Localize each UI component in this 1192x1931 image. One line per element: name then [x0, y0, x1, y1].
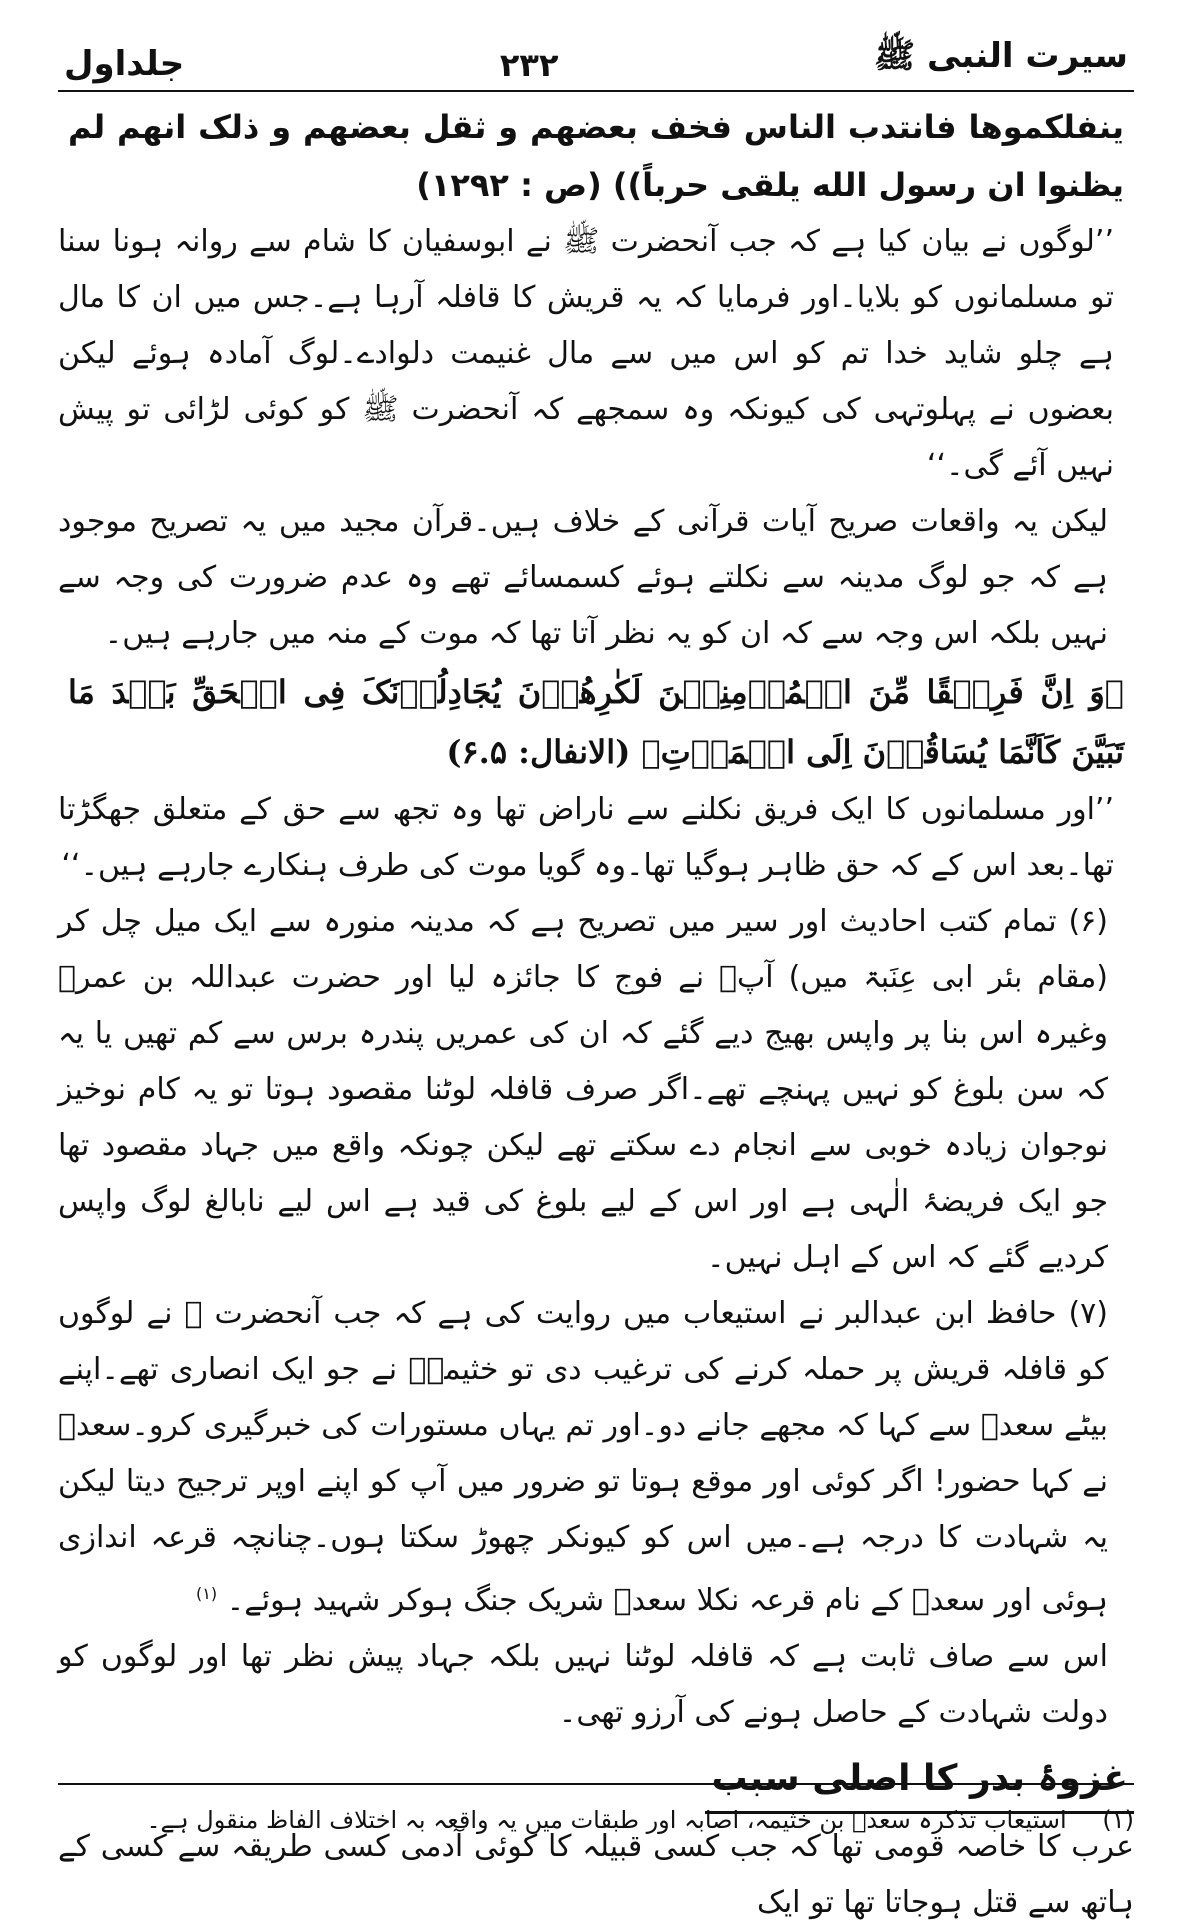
footnote-reference: (۱) — [196, 1584, 218, 1603]
quote-translation: ’’لوگوں نے بیان کیا ہے کہ جب آنحضرت ﷺ نے ابوسفیان کا شام سے روانہ ہونا سنا تو مسلمانوں کو بلایا۔اور فرمایا کہ یہ قریش کا قافلہ آرہا ہے۔جس میں ان کا مال ہے چلو شاید خدا تم کو اس میں سے مال غنیمت دلوادے۔لوگ آمادہ ہوئے لیکن بعضوں نے پہلوتہی کی کیونکہ وہ سمجھے کہ آنحضرت ﷺ کو کوئی لڑائی تو پیش نہیں آئے گی۔‘‘ — [58, 224, 1114, 483]
paragraph-conclusion: اس سے صاف ثابت ہے کہ قافلہ لوٹنا نہیں بلکہ جہاد پیش نظر تھا اور لوگوں کو دولت شہادت کے حاصل ہونے کی آرزو تھی۔ — [58, 1639, 1108, 1730]
page-header — [58, 28, 1134, 92]
page-number: ۲۳۲ — [499, 46, 559, 84]
footnote-mark: (۱) — [1102, 1806, 1134, 1834]
arabic-citation: ینفلکموها فانتدب الناس فخف بعضهم و ثقل بعضهم و ذلک انهم لم یظنوا ان رسول الله یلقی حرباً)) (ص : ۱۲۹۲) — [68, 108, 1124, 204]
volume-label: جلداول — [64, 44, 185, 84]
point-six: (۶) تمام کتب احادیث اور سیر میں تصریح ہے کہ مدینہ منورہ سے ایک میل چل کر (مقام بئر ابی عِنَبۃ میں) آپؐ نے فوج کا جائزہ لیا اور حضرت عبداللہ بن عمرؓ وغیرہ اس بنا پر واپس بھیج دیے گئے کہ ان کی عمریں پندرہ برس سے کم تھیں یا یہ کہ سن بلوغ کو نہیں پہنچے تھے۔اگر صرف قافلہ لوٹنا مقصود ہوتا تو یہ کام نوخیز نوجوان زیادہ خوبی سے انجام دے سکتے تھے لیکن چونکہ واقع میں جہاد مقصود تھا جو ایک فریضۂ الٰہی ہے اور اس کے لیے بلوغ کی قید ہے اس لیے نابالغ لوگ واپس کردیے گئے کہ اس کے اہل نہیں۔ — [58, 904, 1108, 1275]
book-title: سیرت النبی ﷺ — [874, 36, 1128, 76]
footnote-divider — [58, 1783, 1134, 1785]
footnote — [58, 1800, 1134, 1840]
footnote-text: استیعاب تذکرہ سعدؓ بن خثیمہ، اصابہ اور طبقات میں یہ واقعہ بہ اختلاف الفاظ منقول ہے۔ — [146, 1806, 1067, 1834]
point-seven: (۷) حافظ ابن عبدالبر نے استیعاب میں روایت کی ہے کہ جب آنحضرت ﷺ نے لوگوں کو قافلہ قریش پر حملہ کرنے کی ترغیب دی تو خثیمہؓ نے جو ایک انصاری تھے۔اپنے بیٹے سعدؓ سے کہا کہ مجھے جانے دو۔اور تم یہاں مستورات کی خبرگیری کرو۔سعدؓ نے کہا حضور! اگر کوئی اور موقع ہوتا تو ضرور میں آپ کو اپنے اوپر ترجیح دیتا لیکن یہ شہادت کا درجہ ہے۔میں اس کو کیونکر چھوڑ سکتا ہوں۔چنانچہ قرعہ اندازی ہوئی اور سعدؓ کے نام قرعہ نکلا سعدؓ شریک جنگ ہوکر شہید ہوئے۔ $^{(۱)}$ — [58, 1296, 1108, 1618]
page-body — [58, 92, 1134, 1931]
section-heading: غزوۂ بدر کا اصلی سبب — [705, 1753, 1134, 1814]
paragraph-arab-custom: عرب کا خاصہ قومی تھا کہ جب کسی قبیلہ کا کوئی آدمی کسی طریقہ سے کسی کے ہاتھ سے قتل ہوجاتا تھا تو ایک — [58, 1829, 1134, 1920]
quran-ayah: ﴿وَ اِنَّ فَرِیۡقًا مِّنَ الۡمُؤۡمِنِیۡنَ لَکٰرِھُوۡنَ یُجَادِلُوۡنَکَ فِی الۡحَقِّ بَعۡدَ مَا تَبَیَّنَ کَاَنَّمَا یُسَاقُوۡنَ اِلَی الۡمَوۡتِ﴾ (الانفال: ۶.۵) — [68, 673, 1124, 771]
paragraph-contradiction: لیکن یہ واقعات صریح آیات قرآنی کے خلاف ہیں۔قرآن مجید میں یہ تصریح موجود ہے کہ جو لوگ مدینہ سے نکلتے ہوئے کسمسائے تھے وہ عدم ضرورت کی وجہ سے نہیں بلکہ اس وجہ سے کہ ان کو یہ نظر آتا تھا کہ موت کے منہ میں جارہے ہیں۔ — [58, 504, 1108, 651]
ayah-translation: ’’اور مسلمانوں کا ایک فریق نکلنے سے ناراض تھا وہ تجھ سے حق کے متعلق جھگڑتا تھا۔بعد اس کے کہ حق ظاہر ہوگیا تھا۔وہ گویا موت کی طرف ہنکارے جارہے ہیں۔‘‘ — [58, 792, 1114, 883]
